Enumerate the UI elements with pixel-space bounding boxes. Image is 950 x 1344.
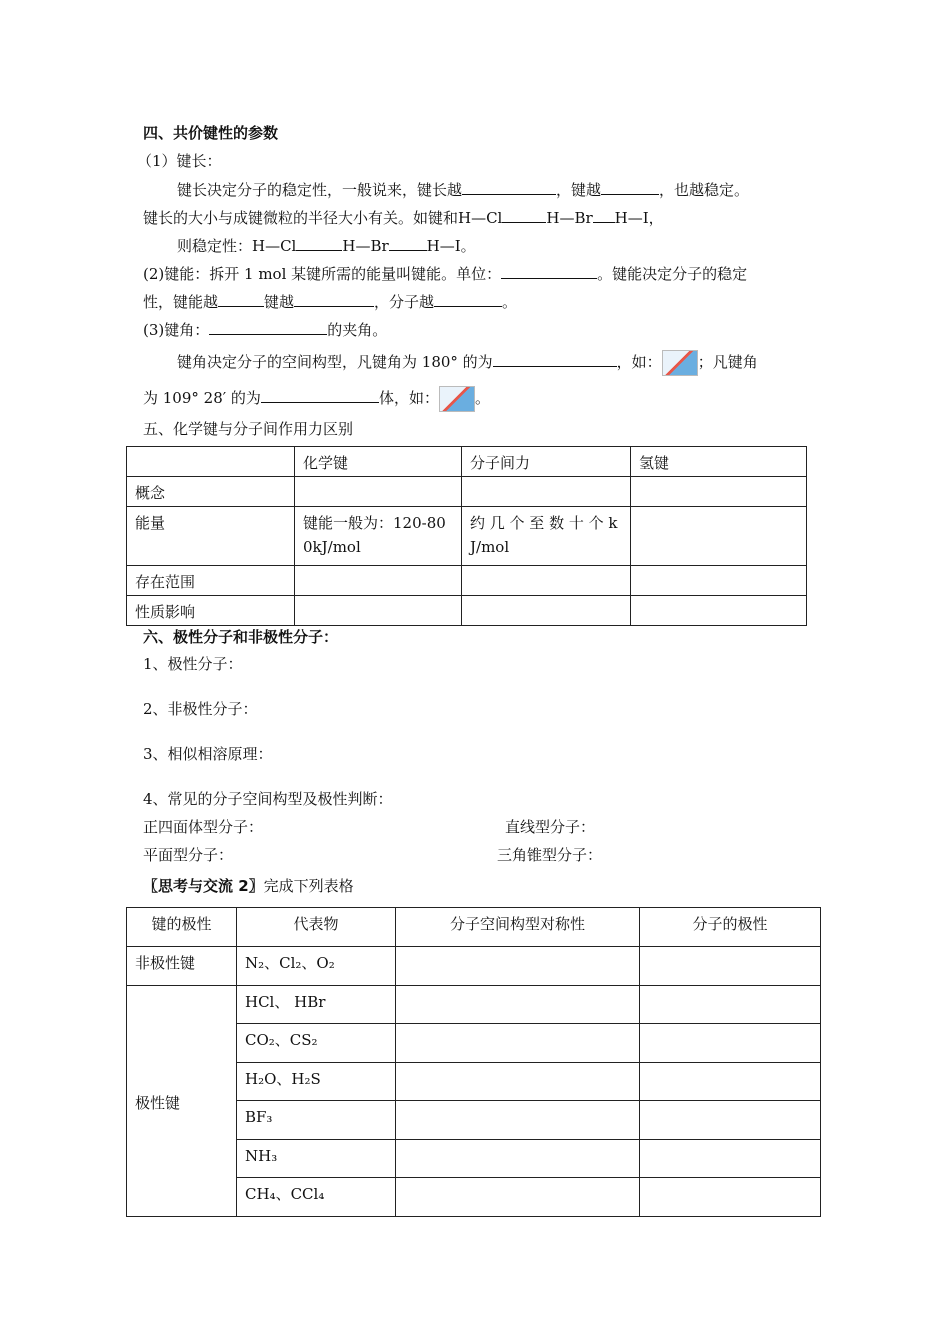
fill-blank[interactable] [493, 351, 617, 367]
table-cell: 键能一般为：120-800kJ/mol [295, 507, 462, 566]
molecule-image-icon [662, 350, 698, 376]
text: 键长的大小与成键微粒的半径大小有关。如键和H—Cl [143, 209, 503, 227]
bond-type-cell: 非极性键 [127, 947, 237, 986]
table-cell[interactable] [631, 596, 807, 626]
text: H—I。 [426, 237, 476, 255]
bond-comparison-table [126, 446, 807, 626]
bond-angle-line-3 [143, 386, 490, 412]
polarity-cell[interactable] [640, 1140, 821, 1178]
table-cell[interactable] [462, 566, 631, 596]
bond-length-label: （1）键长： [137, 152, 222, 170]
table-row [127, 566, 807, 596]
bond-angle-line-2 [177, 350, 758, 376]
table-header-cell: 代表物 [237, 908, 396, 947]
polarity-cell[interactable] [640, 986, 821, 1024]
table-header-cell: 分子的极性 [640, 908, 821, 947]
polarity-cell[interactable] [640, 1024, 821, 1063]
table-cell[interactable] [295, 596, 462, 626]
table-header-row [127, 447, 807, 477]
fill-blank[interactable] [462, 179, 556, 195]
text: ；凡键角 [697, 353, 758, 371]
nonpolar-molecule-item: 2、非极性分子： [143, 700, 258, 718]
table-row [127, 947, 821, 986]
representative-cell: CO₂、CS₂ [237, 1024, 396, 1063]
row-label: 概念 [127, 477, 295, 507]
table-cell[interactable] [631, 477, 807, 507]
text: ，键越 [556, 181, 602, 199]
like-dissolves-like-item: 3、相似相溶原理： [143, 745, 273, 763]
fill-blank[interactable] [434, 291, 502, 307]
bond-energy-line-1 [143, 263, 747, 284]
text: H—I， [614, 209, 664, 227]
tetrahedral-label: 正四面体型分子： [143, 818, 264, 836]
polarity-cell[interactable] [640, 1178, 821, 1217]
table-header-cell: 键的极性 [127, 908, 237, 947]
text: (3)键角： [143, 321, 210, 339]
bond-length-line-2 [143, 207, 664, 228]
text: 的夹角。 [327, 321, 388, 339]
symmetry-cell[interactable] [396, 947, 640, 986]
symmetry-cell[interactable] [396, 1024, 640, 1063]
table-header-cell: 分子间力 [462, 447, 631, 477]
planar-label: 平面型分子： [143, 846, 234, 864]
text: 性，键能越 [143, 293, 219, 311]
text: 体，如： [378, 389, 439, 407]
text: ，分子越 [374, 293, 435, 311]
text: 键角决定分子的空间构型，凡键角为 180° 的为 [177, 353, 493, 371]
molecular-geometry-item: 4、常见的分子空间构型及极性判断： [143, 790, 393, 808]
polarity-cell[interactable] [640, 1063, 821, 1101]
table-cell[interactable] [295, 566, 462, 596]
section-4-title: 四、共价键性的参数 [143, 124, 279, 142]
representative-cell: BF₃ [237, 1101, 396, 1140]
text: 。键能决定分子的稳定 [597, 265, 748, 283]
fill-blank[interactable] [601, 179, 659, 195]
text: H—Br [546, 209, 593, 227]
representative-cell: N₂、Cl₂、O₂ [237, 947, 396, 986]
fill-blank[interactable] [389, 235, 427, 251]
polarity-cell[interactable] [640, 1101, 821, 1140]
bond-energy-line-2 [143, 291, 517, 312]
table-cell[interactable] [631, 507, 807, 566]
fill-blank[interactable] [502, 207, 546, 223]
text: 键长决定分子的稳定性，一般说来，键长越 [177, 181, 463, 199]
representative-cell: HCl、 HBr [237, 986, 396, 1024]
table-row [127, 596, 807, 626]
text: 。 [474, 389, 490, 407]
polarity-table [126, 907, 821, 1217]
bond-length-line-1 [177, 179, 749, 200]
table-header-cell: 化学键 [295, 447, 462, 477]
text: ，也越稳定。 [659, 181, 750, 199]
fill-blank[interactable] [501, 263, 597, 279]
text: 为 109° 28′ 的为 [143, 389, 261, 407]
table-row [127, 986, 821, 1024]
symmetry-cell[interactable] [396, 1140, 640, 1178]
bond-type-cell: 极性键 [127, 986, 237, 1217]
think-discuss-title: 〖思考与交流 2〗 [143, 877, 264, 895]
polar-molecule-item: 1、极性分子： [143, 655, 243, 673]
table-row [127, 477, 807, 507]
table-header-row [127, 908, 821, 947]
section-5-title: 五、化学键与分子间作用力区别 [143, 420, 354, 438]
text: H—Br [342, 237, 389, 255]
row-label: 能量 [127, 507, 295, 566]
text: ，如： [616, 353, 662, 371]
table-header-cell: 分子空间构型对称性 [396, 908, 640, 947]
representative-cell: NH₃ [237, 1140, 396, 1178]
fill-blank[interactable] [593, 207, 615, 223]
fill-blank[interactable] [296, 235, 342, 251]
text: (2)键能：拆开 1 mol 某键所需的能量叫键能。单位： [143, 265, 502, 283]
think-discuss-instruction: 完成下列表格 [263, 877, 354, 895]
linear-label: 直线型分子： [505, 818, 596, 836]
text: 则稳定性：H—Cl [177, 237, 297, 255]
molecule-image-icon [439, 386, 475, 412]
fill-blank[interactable] [261, 387, 379, 403]
table-row [127, 507, 807, 566]
representative-cell: H₂O、H₂S [237, 1063, 396, 1101]
fill-blank[interactable] [218, 291, 264, 307]
text: 键越 [264, 293, 295, 311]
table-cell[interactable] [631, 566, 807, 596]
section-6-title: 六、极性分子和非极性分子： [143, 628, 339, 646]
think-discuss-heading [143, 876, 354, 896]
table-header-cell: 氢键 [631, 447, 807, 477]
table-cell[interactable] [462, 477, 631, 507]
table-cell[interactable] [462, 596, 631, 626]
symmetry-cell[interactable] [396, 986, 640, 1024]
fill-blank[interactable] [294, 291, 374, 307]
polarity-cell[interactable] [640, 947, 821, 986]
bond-angle-line-1 [143, 319, 387, 340]
table-cell: 约 几 个 至 数 十 个 kJ/mol [462, 507, 631, 566]
symmetry-cell[interactable] [396, 1101, 640, 1140]
trigonal-pyramid-label: 三角锥型分子： [497, 846, 603, 864]
symmetry-cell[interactable] [396, 1063, 640, 1101]
text: 。 [502, 293, 518, 311]
symmetry-cell[interactable] [396, 1178, 640, 1217]
table-cell [127, 447, 295, 477]
row-label: 存在范围 [127, 566, 295, 596]
row-label: 性质影响 [127, 596, 295, 626]
representative-cell: CH₄、CCl₄ [237, 1178, 396, 1217]
table-cell[interactable] [295, 477, 462, 507]
bond-length-line-3 [177, 235, 476, 256]
fill-blank[interactable] [209, 319, 327, 335]
